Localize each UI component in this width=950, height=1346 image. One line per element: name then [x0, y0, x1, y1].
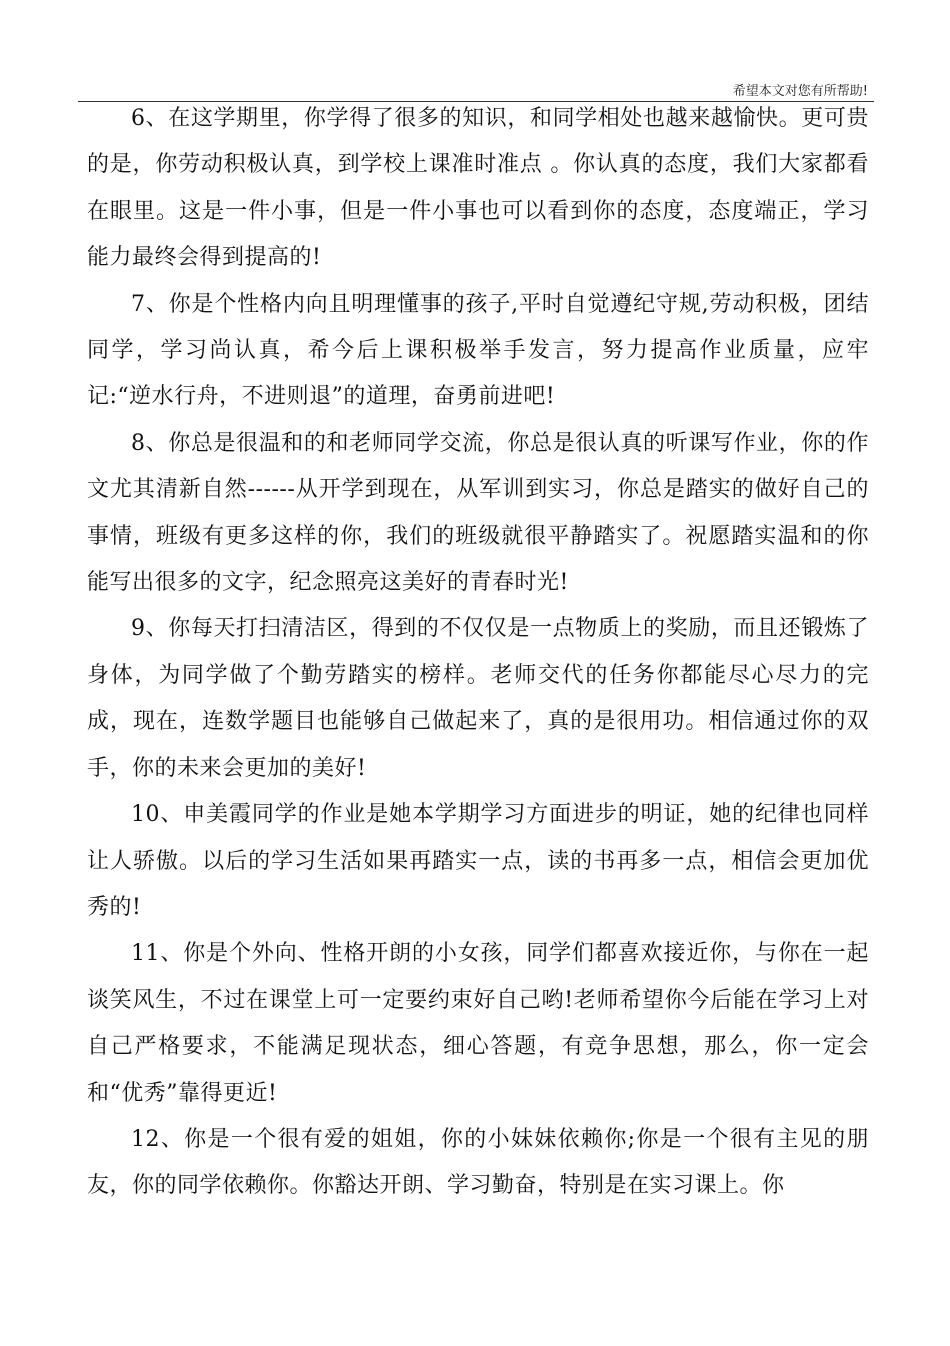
paragraph-9: 9、你每天打扫清洁区，得到的不仅仅是一点物质上的奖励，而且还锻炼了身体，为同学做了个勤劳踏实的榜样。老师交代的任务你都能尽心尽力的完成，现在，连数学题目也能够自己做起来了，真的是很用功。相信通过你的双手，你的未来会更加的美好! [87, 616, 869, 781]
paragraph-6: 6、在这学期里，你学得了很多的知识，和同学相处也越来越愉快。更可贵的是，你劳动积极认真，到学校上课准时准点 。你认真的态度，我们大家都看在眼里。这是一件小事，但是一件小事也可以看到你的态度，态度端正，学习能力最终会得到提高的! [87, 106, 869, 271]
paragraph-10: 10、申美霞同学的作业是她本学期学习方面进步的明证，她的纪律也同样让人骄傲。以后的学习生活如果再踏实一点，读的书再多一点，相信会更加优秀的! [87, 802, 869, 920]
paragraph-11: 11、你是个外向、性格开朗的小女孩，同学们都喜欢接近你，与你在一起谈笑风生，不过在课堂上可一定要约束好自己哟!老师希望你今后能在学习上对自己严格要求，不能满足现状态，细心答题，有竞争思想，那么，你一定会和“优秀”靠得更近! [87, 941, 869, 1106]
header-note: 希望本文对您有所帮助! [732, 84, 868, 99]
paragraph-7: 7、你是个性格内向且明理懂事的孩子,平时自觉遵纪守规,劳动积极，团结同学，学习尚认真，希今后上课积极举手发言，努力提高作业质量，应牢记:“逆水行舟，不进则退”的道理，奋勇前进吧! [87, 291, 869, 410]
document-body [87, 96, 869, 1210]
paragraph-12: 12、你是一个很有爱的姐姐，你的小妹妹依赖你;你是一个很有主见的朋友，你的同学依赖你。你豁达开朗、学习勤奋，特别是在实习课上。你 [87, 1126, 869, 1199]
paragraph-8: 8、你总是很温和的和老师同学交流，你总是很认真的听课写作业，你的作文尤其清新自然------从开学到现在，从军训到实习，你总是踏实的做好自己的事情，班级有更多这样的你，我们的班级就很平静踏实了。祝愿踏实温和的你能写出很多的文字，纪念照亮这美好的青春时光! [87, 430, 869, 596]
